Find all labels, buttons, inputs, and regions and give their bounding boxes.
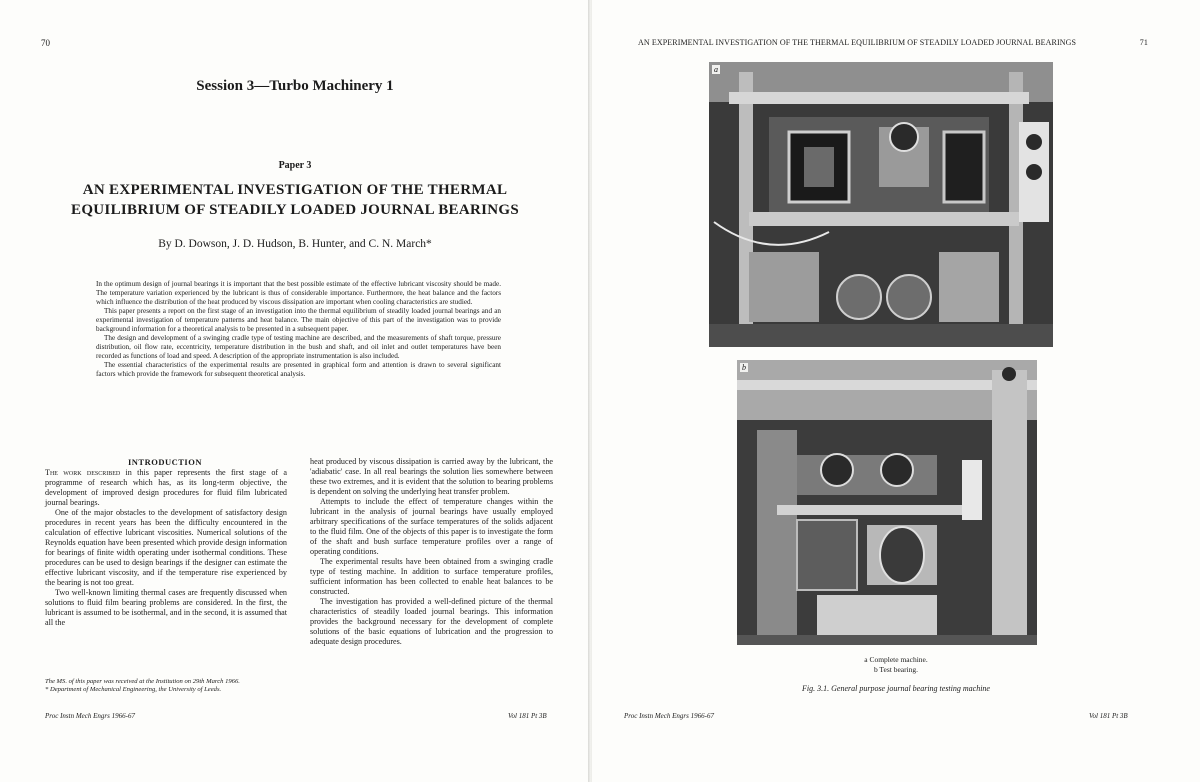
body-paragraph: heat produced by viscous dissipation is carried away by the lubricant, the 'adiabatic' case. In all real bearings the solution lies somewhere between these two extremes, and it is evident that the solution to bearing problems is dependent on solving the underlying heat transfer problem. bbox=[310, 457, 553, 497]
page-number: 70 bbox=[41, 38, 50, 48]
page-number: 71 bbox=[1139, 38, 1148, 47]
session-heading: Session 3—Turbo Machinery 1 bbox=[196, 78, 394, 94]
authors: By D. Dowson, J. D. Hudson, B. Hunter, and C. N. March* bbox=[158, 238, 432, 250]
footer-journal: Proc Instn Mech Engrs 1966-67 bbox=[45, 712, 135, 720]
title-line: AN EXPERIMENTAL INVESTIGATION OF THE THERMAL bbox=[82, 182, 508, 198]
running-head bbox=[638, 38, 1148, 47]
test-bearing-photo bbox=[737, 360, 1037, 645]
subcaption: b Test bearing. bbox=[873, 665, 919, 674]
machine-photo bbox=[709, 62, 1053, 347]
right-page bbox=[592, 0, 1200, 782]
subcaption: a Complete machine. bbox=[864, 655, 928, 664]
paper-number: Paper 3 bbox=[278, 160, 312, 171]
section-heading: INTRODUCTION bbox=[127, 457, 202, 467]
text-column-2 bbox=[310, 457, 553, 647]
abstract-paragraph: The essential characteristics of the experimental results are presented in graphical form and attention is drawn to several significant factors which provide the framework for subsequent theoretical analysis. bbox=[96, 361, 501, 379]
body-paragraph: The experimental results have been obtained from a swinging cradle type of testing machine. In addition to surface temperature profiles, sufficient information has been collected to enable heat balances to be constructed. bbox=[310, 557, 553, 597]
body-text: in this paper represents the first stage of a programme of research which has, as its long-term objective, the development of improved design procedures for fluid film lubricated journal bearings. bbox=[45, 468, 287, 508]
footer-volume: Vol 181 Pt 3B bbox=[508, 712, 547, 720]
running-head-title: AN EXPERIMENTAL INVESTIGATION OF THE THERMAL EQUILIBRIUM OF STEADILY LOADED JOURNAL BEARINGS bbox=[638, 38, 1077, 47]
footer-volume: Vol 181 Pt 3B bbox=[1089, 712, 1128, 720]
photo-label: a bbox=[714, 65, 718, 74]
body-paragraph: Attempts to include the effect of temperature changes within the lubricant in the analysis of journal bearings have usually employed arbitrary specifications of the surface temperatures of the solids adjacent to the fluid film. One of the objects of this paper is to investigate the form of the shaft and bush surface temperature profiles over a range of operating conditions. bbox=[310, 497, 553, 557]
footer-journal: Proc Instn Mech Engrs 1966-67 bbox=[624, 712, 714, 720]
body-paragraph: Two well-known limiting thermal cases are frequently discussed when solutions to fluid film bearing problems are considered. In the first, the lubricant is assumed to be isothermal, and in the second, it is assumed that all the bbox=[45, 588, 287, 628]
footnote: The MS. of this paper was received at the Institution on 29th March 1966. bbox=[45, 678, 240, 685]
test-bearing-photo-drawing bbox=[737, 360, 1037, 645]
photo-label: b bbox=[742, 363, 746, 372]
title-line: EQUILIBRIUM OF STEADILY LOADED JOURNAL BEARINGS bbox=[71, 202, 519, 218]
text-column-1 bbox=[45, 468, 287, 628]
body-paragraph bbox=[45, 468, 287, 508]
left-page bbox=[0, 0, 590, 782]
lead-in: The work described bbox=[45, 468, 121, 477]
abstract-paragraph: This paper presents a report on the first stage of an investigation into the thermal equilibrium of steadily loaded journal bearings and an experimental investigation of temperature patterns and heat balance. The main objective of this part of the investigation was to provide background information for a theoretical analysis to be presented in a subsequent paper. bbox=[96, 307, 501, 334]
machine-photo-drawing bbox=[709, 62, 1053, 347]
figure-caption: Fig. 3.1. General purpose journal bearing testing machine bbox=[802, 684, 990, 693]
abstract-paragraph: In the optimum design of journal bearings it is important that the best possible estimate of the effective lubricant viscosity should be made. The temperature variation experienced by the lubricant is thus of considerable importance. Furthermore, the heat balance and the factors which influence the distribution of the heat produced by viscous dissipation are important when cooling characteristics are studied. bbox=[96, 280, 501, 307]
body-paragraph: The investigation has provided a well-defined picture of the thermal characteristics of steadily loaded journal bearings. This information provides the background necessary for the development of complete solutions of the basic equations of lubrication and the progression to adequate design procedures. bbox=[310, 597, 553, 647]
paper-title bbox=[0, 180, 590, 220]
body-paragraph: One of the major obstacles to the development of satisfactory design procedures in recent years has been the difficulty encountered in the calculation of effective lubricant viscosities. Numerical solutions of the Reynolds equation have been presented which provide design information for bearings of finite width operating under isothermal conditions. These procedures can be used to design bearings if the designer can estimate the effective lubricant viscosity, and if the temperature rise experienced by the bearing is not too great. bbox=[45, 508, 287, 588]
abstract bbox=[96, 280, 501, 380]
footnotes bbox=[45, 678, 290, 695]
abstract-paragraph: The design and development of a swinging cradle type of testing machine are described, and the measurements of shaft torque, pressure distribution, oil flow rate, eccentricity, temperature distribution in the bush and shaft, and oil inlet and outlet temperatures have been recorded as functions of load and speed. A description of the appropriate instrumentation is also included. bbox=[96, 334, 501, 361]
footnote: * Department of Mechanical Engineering, the University of Leeds. bbox=[45, 686, 222, 694]
